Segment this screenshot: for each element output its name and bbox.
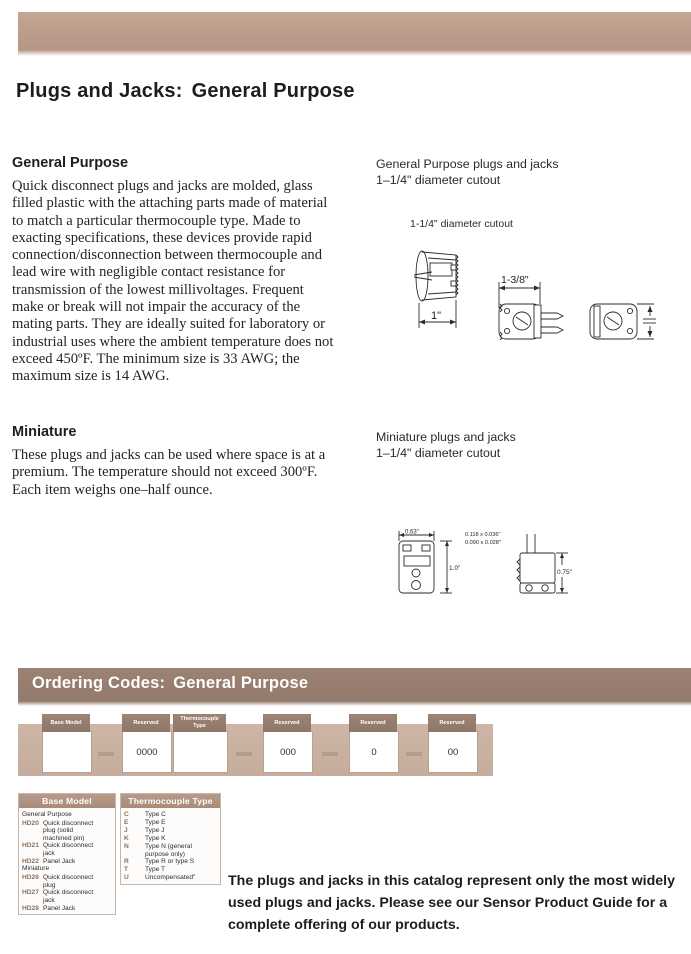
legend-row [22, 889, 112, 896]
legend-thermocouple-type-rows [121, 808, 220, 884]
mini-width-dim: 0.63" [405, 529, 419, 536]
mini-height-dim: 1.0" [449, 565, 461, 572]
legend-code: HD20 [22, 819, 39, 827]
legend-row [22, 842, 112, 849]
legend-row [22, 905, 112, 912]
gp-side-view [414, 251, 458, 328]
legend-code: HD26 [22, 873, 39, 881]
legend-desc: Quick disconnect [43, 873, 94, 881]
legend-row [124, 866, 217, 873]
legend-desc: Quick disconnect [43, 889, 94, 897]
ordering-codes-banner-shadow [18, 701, 691, 706]
mini-pin-large-dim: 0.118 x 0.036" [465, 532, 501, 538]
general-purpose-heading: General Purpose [12, 155, 129, 171]
code-box-base-model-value [43, 732, 91, 772]
gp-cutout-label: 1-1/4" diameter cutout [410, 218, 513, 230]
legend-row [124, 858, 217, 865]
ordering-codes-title-part1: Ordering Codes: [32, 674, 166, 692]
legend-code: E [124, 818, 129, 826]
miniature-body: These plugs and jacks can be used where space is at a premium. The temperature should not exceed 300ºF. Each item weighs one–half ounce. [12, 447, 326, 498]
legend-row [22, 874, 112, 881]
legend-desc-continuation: purpose only) [145, 850, 185, 858]
legend-code: N [124, 842, 129, 850]
code-box-base-model-caption: Base Model [42, 714, 90, 732]
legend-row [22, 820, 112, 827]
code-separator-2 [236, 752, 252, 756]
legend-code: R [124, 857, 129, 865]
legend-desc-continuation: plug (solid [43, 827, 74, 835]
gp-depth-dim: 1" [431, 310, 442, 322]
gp-width-dim: 1-3/8" [501, 274, 529, 286]
code-separator-1 [98, 752, 114, 756]
legend-row [124, 874, 217, 881]
legend-code: C [124, 811, 129, 818]
general-purpose-section [12, 155, 337, 386]
page-title [16, 80, 355, 103]
legend-desc: Type E [145, 818, 166, 826]
legend-desc: Type T [145, 865, 166, 873]
legend-base-model [18, 793, 116, 915]
code-box-reserved-4-caption: Reserved [428, 714, 476, 732]
legend-desc-continuation: jack [43, 897, 55, 905]
top-band-shadow [18, 50, 691, 56]
mini-pin-callouts [465, 532, 501, 546]
mini-plug-view [517, 534, 573, 593]
legend-desc: Panel Jack [43, 904, 76, 912]
code-box-reserved-3-value: 0 [371, 746, 377, 758]
legend-desc-continuation: plug [43, 881, 56, 889]
legend-desc: Quick disconnect [43, 842, 94, 850]
mini-pin-small-dim: 0.090 x 0.028" [465, 540, 501, 546]
gp-caption-line1: General Purpose plugs and jacks [376, 157, 559, 171]
code-separator-3 [322, 752, 338, 756]
code-box-reserved-4[interactable] [428, 719, 478, 773]
ordering-codes-title-part2: General Purpose [173, 674, 309, 692]
legend-row [124, 843, 217, 850]
legend-row [124, 811, 217, 818]
code-separator-4 [406, 752, 422, 756]
legend-code: HD22 [22, 857, 39, 865]
code-box-reserved-2-caption: Reserved [263, 714, 311, 732]
mini-body-height-dim: 0.75" [557, 569, 572, 576]
legend-thermocouple-type-title: Thermocouple Type [121, 794, 220, 808]
gp-diagram-caption [376, 157, 559, 188]
legend-code: U [124, 873, 129, 881]
code-box-thermocouple-type-value [174, 732, 227, 772]
code-box-reserved-1-value: 0000 [136, 746, 158, 758]
gp-technical-drawing [404, 248, 684, 353]
code-box-reserved-1[interactable] [122, 719, 172, 773]
legend-desc: Quick disconnect [43, 819, 94, 827]
legend-base-model-title: Base Model [19, 794, 115, 808]
legend-desc: Type N (general [145, 842, 192, 850]
code-box-base-model[interactable] [42, 719, 92, 773]
code-box-reserved-3[interactable] [349, 719, 399, 773]
code-box-reserved-1-caption: Reserved [122, 714, 170, 732]
code-box-thermocouple-type-caption: Thermocouple Type [173, 714, 226, 732]
legend-row [124, 819, 217, 826]
page-title-part1: Plugs and Jacks: [16, 80, 183, 102]
legend-code: HD27 [22, 889, 39, 897]
top-decorative-band [18, 12, 691, 55]
legend-code: T [124, 865, 129, 873]
legend-code: K [124, 834, 129, 842]
ordering-codes-title [32, 674, 308, 693]
legend-desc: Type C [145, 811, 166, 818]
legend-code: HD28 [22, 904, 39, 912]
gp-jack-view [590, 304, 656, 339]
legend-desc: Panel Jack [43, 857, 76, 865]
code-box-reserved-2[interactable] [263, 719, 313, 773]
legend-row [124, 835, 217, 842]
gp-plug-view [499, 274, 563, 340]
gp-caption-line2: 1–1/4" diameter cutout [376, 172, 501, 187]
miniature-heading: Miniature [12, 424, 77, 440]
general-purpose-body: Quick disconnect plugs and jacks are molded, glass filled plastic with the attaching parts made of material to match a particular thermocouple type. Made to exacting specifications, these devices provide rapid connection/disconnection between thermocouple and lead wire with negligible contact resistance for transmission of the lowest millivoltages. Frequent make or break will not impair the accuracy of the mating parts. They are ideally suited for laboratory or industrial uses where the ambient temperature does not exceed 450ºF. The minimum size is 33 AWG; the maximum size is 14 AWG. [12, 178, 334, 385]
legend-code: HD21 [22, 842, 39, 850]
legend-row [124, 827, 217, 834]
legend-row [22, 858, 112, 865]
mini-technical-drawing [390, 525, 575, 600]
mini-diagram-caption [376, 430, 516, 461]
mini-jack-view [399, 530, 461, 594]
code-box-reserved-2-value: 000 [280, 746, 296, 758]
legend-base-model-rows [19, 808, 115, 914]
code-box-reserved-3-caption: Reserved [349, 714, 397, 732]
code-box-reserved-4-value: 00 [447, 746, 459, 758]
legend-group-label: General Purpose [22, 811, 72, 818]
page-title-part2: General Purpose [191, 80, 355, 102]
legend-desc: Uncompensated" [145, 873, 196, 881]
legend-group-label: Miniature [22, 865, 50, 873]
legend-thermocouple-type [120, 793, 221, 885]
mini-caption-line1: Miniature plugs and jacks [376, 430, 516, 444]
legend-desc-continuation: machined pin) [43, 834, 85, 842]
legend-desc: Type R or type S [145, 857, 195, 865]
code-box-thermocouple-type[interactable] [173, 716, 228, 773]
bottom-note: The plugs and jacks in this catalog represent only the most widely used plugs and jacks. Please see our Sensor Product Guide for a complete offering of our products. [228, 873, 676, 933]
legend-desc: Type K [145, 834, 166, 842]
legend-desc-continuation: jack [43, 850, 55, 858]
mini-caption-line2: 1–1/4" diameter cutout [376, 445, 501, 460]
legend-code: J [124, 826, 128, 834]
miniature-section [12, 424, 337, 499]
legend-desc: Type J [145, 826, 165, 834]
